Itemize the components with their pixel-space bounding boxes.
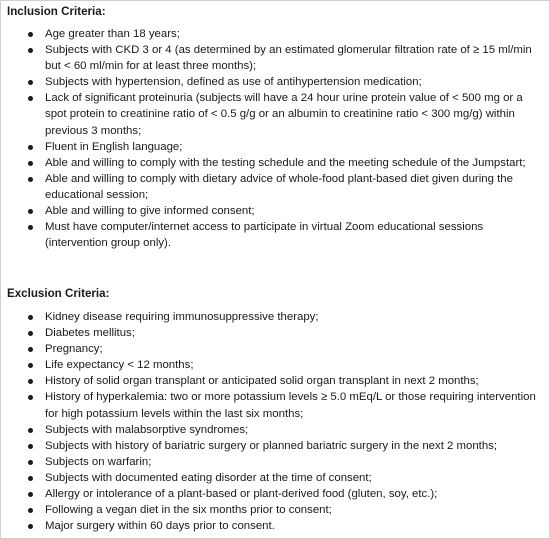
inclusion-item: Able and willing to comply with dietary advice of whole-food plant-based diet given during the educational session; [0,171,540,203]
exclusion-item: History of hyperkalemia: two or more potassium levels ≥ 5.0 mEq/L or those requiring intervention for high potassium levels within the last six months; [0,389,540,421]
inclusion-item: Able and willing to comply with the testing schedule and the meeting schedule of the Jumpstart; [0,155,540,171]
inclusion-item: Fluent in English language; [0,139,540,155]
exclusion-item: Diabetes mellitus; [0,325,540,341]
inclusion-item: Subjects with hypertension, defined as use of antihypertension medication; [0,74,540,90]
exclusion-item: Subjects with malabsorptive syndromes; [0,422,540,438]
inclusion-item: Subjects with CKD 3 or 4 (as determined by an estimated glomerular filtration rate of ≥ 15 ml/min but < 60 ml/min for at least three months); [0,42,540,74]
exclusion-item: Pregnancy; [0,341,540,357]
inclusion-item: Must have computer/internet access to participate in virtual Zoom educational sessions (intervention group only). [0,219,540,251]
inclusion-criteria-heading: Inclusion Criteria: [7,5,106,18]
exclusion-item: Major surgery within 60 days prior to consent. [0,518,540,534]
exclusion-item: Following a vegan diet in the six months prior to consent; [0,502,540,518]
exclusion-item: Subjects with documented eating disorder at the time of consent; [0,470,540,486]
exclusion-criteria-heading: Exclusion Criteria: [7,287,110,300]
exclusion-item: Allergy or intolerance of a plant-based or plant-derived food (gluten, soy, etc.); [0,486,540,502]
inclusion-criteria-list [0,26,540,251]
exclusion-item: Kidney disease requiring immunosuppressive therapy; [0,309,540,325]
inclusion-item: Age greater than 18 years; [0,26,540,42]
inclusion-item: Lack of significant proteinuria (subjects will have a 24 hour urine protein value of < 500 mg or a spot protein to creatinine ratio of < 0.5 g/g or an albumin to creatinine ratio < 300 mg/g) within previous 3 months; [0,90,540,138]
inclusion-item: Able and willing to give informed consent; [0,203,540,219]
exclusion-item: Life expectancy < 12 months; [0,357,540,373]
exclusion-item: Subjects on warfarin; [0,454,540,470]
exclusion-item: History of solid organ transplant or anticipated solid organ transplant in next 2 months; [0,373,540,389]
exclusion-criteria-list [0,309,540,534]
exclusion-item: Subjects with history of bariatric surgery or planned bariatric surgery in the next 2 months; [0,438,540,454]
